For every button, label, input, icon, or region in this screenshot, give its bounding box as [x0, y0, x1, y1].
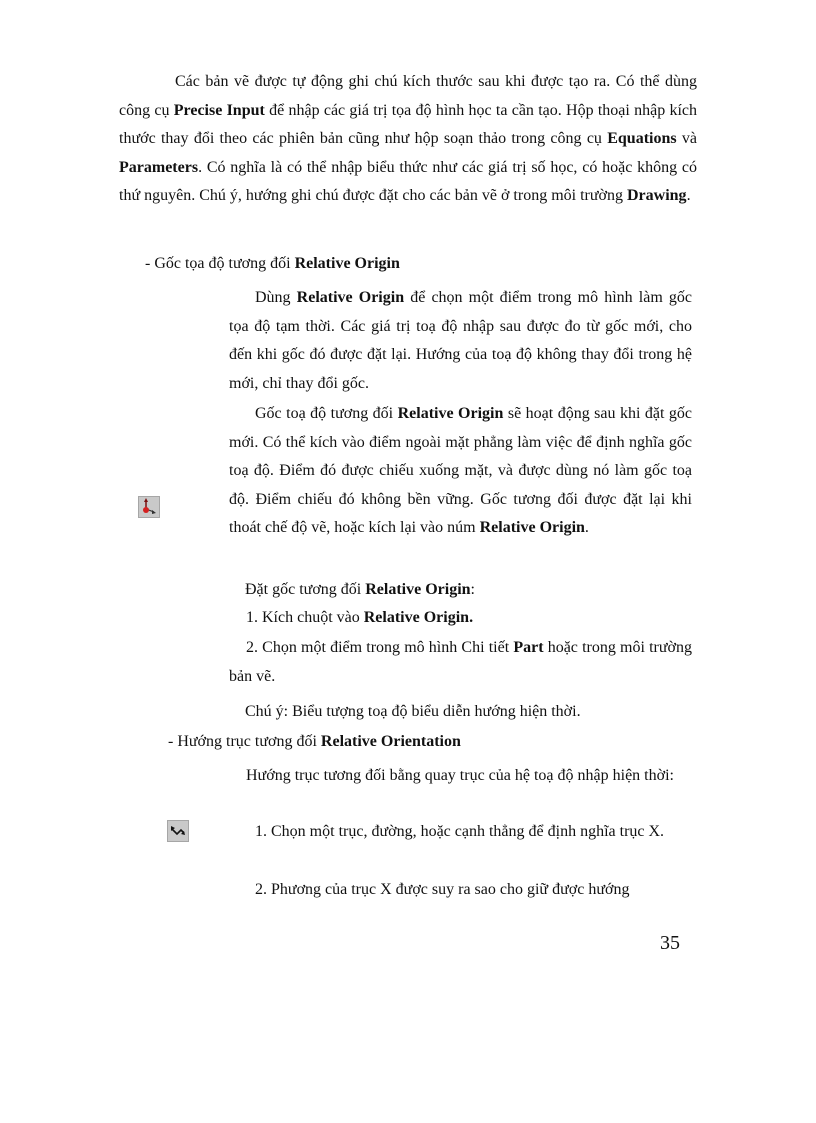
- list-item: 2. Chọn một điểm trong mô hình Chi tiết Part hoặc trong môi trường bản vẽ.: [229, 639, 692, 685]
- relative-orientation-paragraph: Hướng trục tương đối bằng quay trục của hệ toạ độ nhập hiện thời:: [246, 767, 674, 784]
- relative-origin-setup-intro: Đặt gốc tương đối Relative Origin:: [245, 581, 475, 598]
- relative-origin-heading: - Gốc tọa độ tương đối Relative Origin: [145, 255, 400, 272]
- list-item: 1. Kích chuột vào Relative Origin.: [246, 609, 474, 626]
- relative-origin-paragraph-1: Dùng Relative Origin để chọn một điểm trong mô hình làm gốc tọa độ tạm thời. Các giá trị toạ độ nhập sau được đo từ gốc mới, cho đến khi gốc đó được đặt lại. Hướng của toạ độ không thay đổi trong hệ mới, chỉ thay đổi gốc.: [229, 289, 693, 392]
- intro-paragraph: Các bản vẽ được tự động ghi chú kích thước sau khi được tạo ra. Có thể dùng công cụ Precise Input để nhập các giá trị tọa độ hình học ta cần tạo. Hộp thoại nhập kích thước thay đổi theo các phiên bản cũng như hộp soạn thảo trong công cụ Equations và Parameters. Có nghĩa là có thể nhập biểu thức như các giá trị số học, có hoặc không có thứ nguyên. Chú ý, hướng ghi chú được đặt cho các bản vẽ ở trong môi trường Drawing.: [119, 73, 698, 204]
- relative-origin-note: Chú ý: Biểu tượng toạ độ biểu diễn hướng hiện thời.: [245, 703, 581, 720]
- relative-orientation-heading: - Hướng trục tương đối Relative Orientation: [168, 733, 461, 750]
- relative-orientation-icon: [167, 820, 189, 842]
- relative-origin-paragraph-2: Gốc toạ độ tương đối Relative Origin sẽ hoạt động sau khi đặt gốc mới. Có thể kích vào điểm ngoài mặt phẳng làm việc để định nghĩa gốc toạ độ. Điểm đó được chiếu xuống mặt, và được dùng nó làm gốc toạ độ. Điểm chiếu đó không bền vững. Gốc tương đối được đặt lại khi thoát chế độ vẽ, hoặc kích lại vào núm Relative Origin.: [229, 405, 693, 536]
- page-number: 35: [660, 932, 680, 954]
- list-item: 1. Chọn một trục, đường, hoặc cạnh thẳng để định nghĩa trục X.: [255, 823, 665, 840]
- relative-origin-icon: [138, 496, 160, 518]
- list-item: 2. Phương của trục X được suy ra sao cho giữ được hướng: [255, 881, 630, 898]
